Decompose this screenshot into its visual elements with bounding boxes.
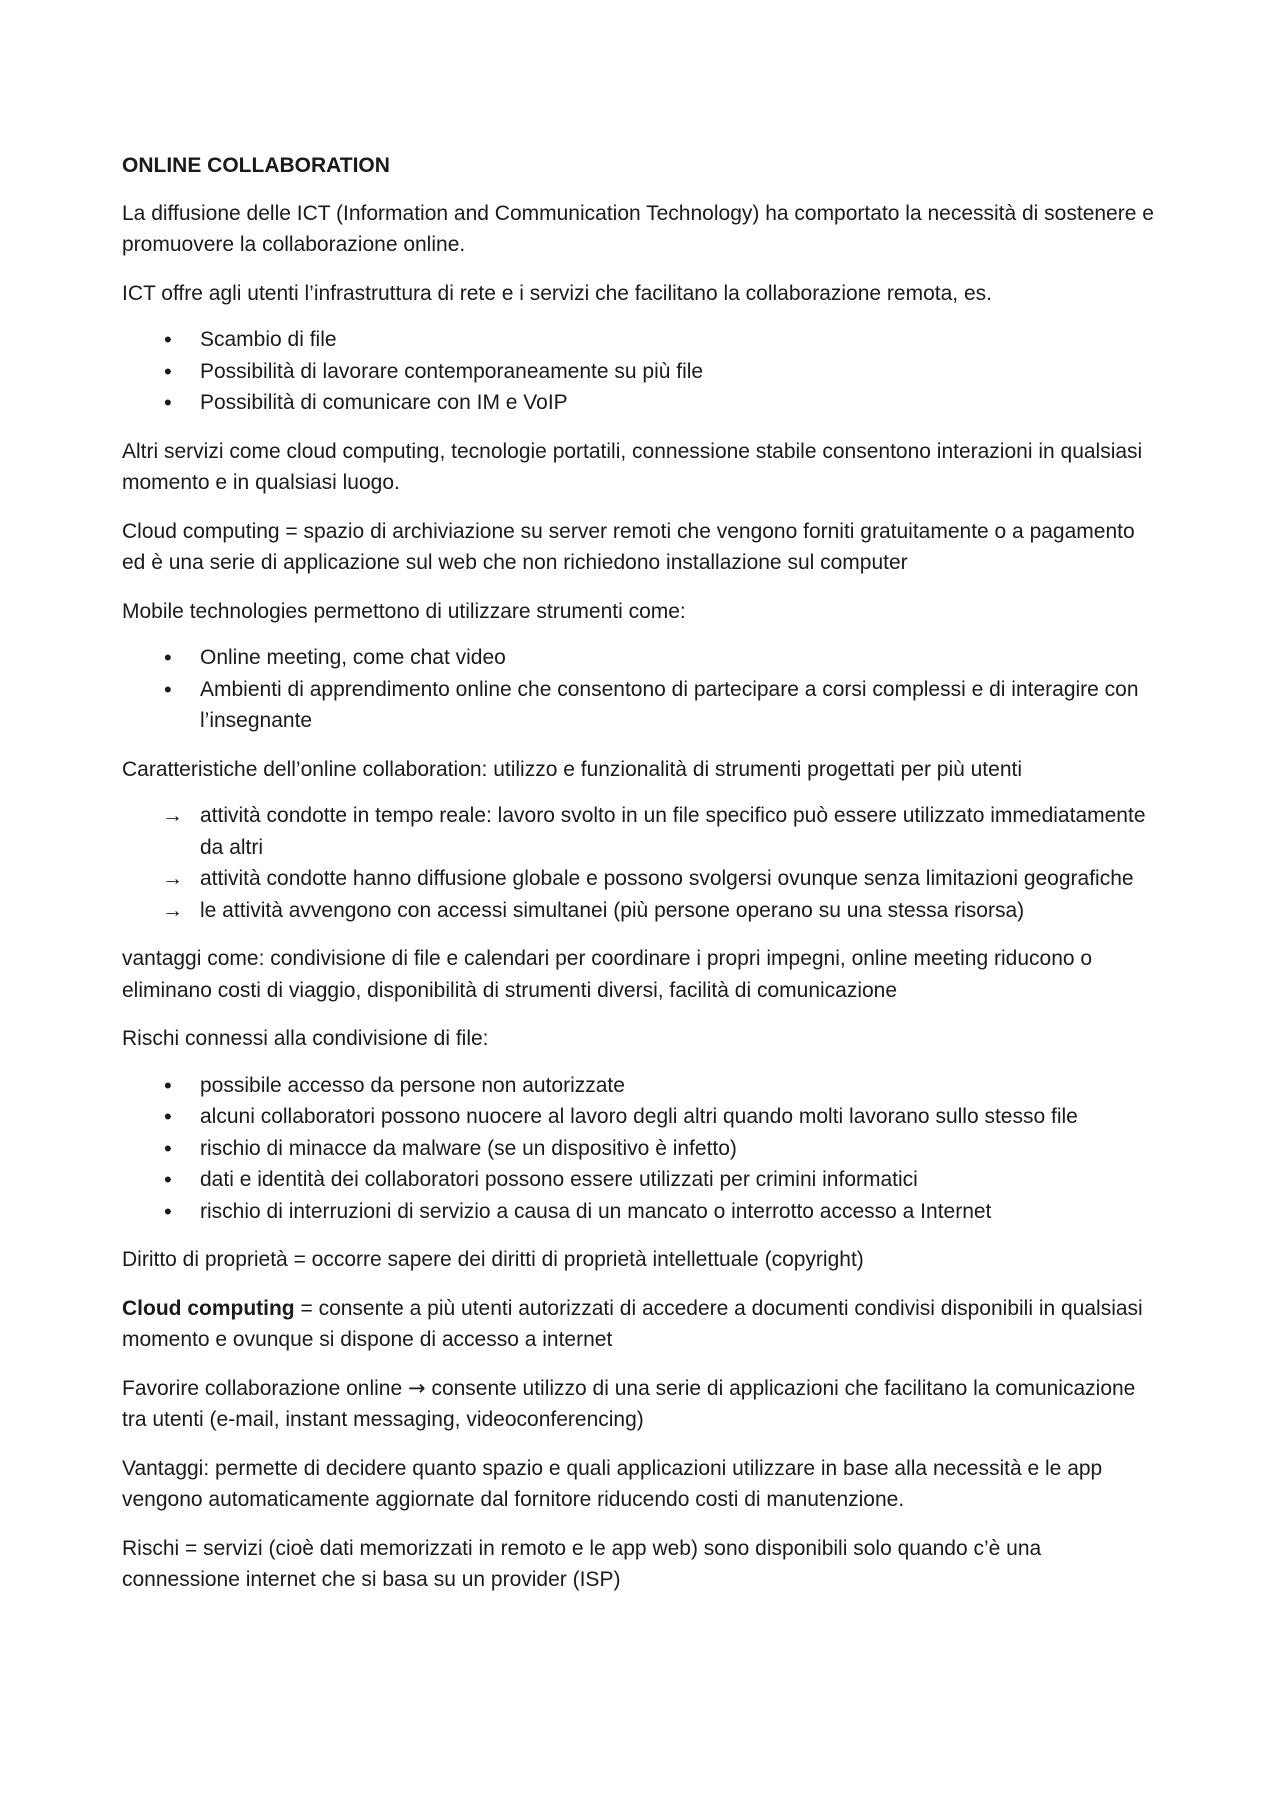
list-item: • possibile accesso da persone non autorizzate	[122, 1070, 1162, 1102]
list-item: • Ambienti di apprendimento online che consentono di partecipare a corsi complessi e di interagire con l’insegnante	[122, 674, 1162, 737]
paragraph-ict-diffusion: La diffusione delle ICT (Information and Communication Technology) ha comportato la necessità di sostenere e promuovere la collaborazione online.	[122, 201, 1154, 256]
list-item: → attività condotte in tempo reale: lavoro svolto in un file specifico può essere utilizzato immediatamente da altri	[122, 800, 1162, 863]
list-item: • rischio di interruzioni di servizio a causa di un mancato o interrotto accesso a Internet	[122, 1196, 1162, 1228]
paragraph-other-services: Altri servizi come cloud computing, tecnologie portatili, connessione stabile consentono interazioni in qualsiasi momento e in qualsiasi luogo.	[122, 439, 1143, 494]
paragraph-property-rights: Diritto di proprietà = occorre sapere dei diritti di proprietà intellettuale (copyright)	[122, 1248, 864, 1271]
arrow-right-icon: →	[408, 1375, 426, 1400]
paragraph-cloud-advantages: Vantaggi: permette di decidere quanto spazio e quali applicazioni utilizzare in base alla necessità e le app vengono automaticamente aggiornate dal fornitore riducendo costi di manutenzione.	[122, 1456, 1103, 1511]
list-item: • rischio di minacce da malware (se un dispositivo è infetto)	[122, 1133, 1162, 1165]
list-risks	[122, 1070, 1162, 1228]
list-item: → le attività avvengono con accessi simultanei (più persone operano su una stessa risorsa)	[122, 895, 1162, 927]
list-item: • Online meeting, come chat video	[122, 642, 1162, 674]
list-ict-services	[122, 324, 1162, 419]
list-item: • Scambio di file	[122, 324, 1162, 356]
paragraph-cloud-computing-access	[122, 1293, 1162, 1356]
list-item: • Possibilità di lavorare contemporaneamente su più file	[122, 356, 1162, 388]
paragraph-cloud-risks: Rischi = servizi (cioè dati memorizzati in remoto e le app web) sono disponibili solo quando c’è una connessione internet che si basa su un provider (ISP)	[122, 1536, 1042, 1591]
paragraph-text: Favorire collaborazione online	[122, 1376, 408, 1400]
paragraph-ict-services: ICT offre agli utenti l’infrastruttura di rete e i servizi che facilitano la collaborazione remota, es.	[122, 281, 992, 305]
paragraph-risks-heading: Rischi connessi alla condivisione di file:	[122, 1027, 489, 1050]
paragraph-advantages: vantaggi come: condivisione di file e calendari per coordinare i propri impegni, online meeting riducono o eliminano costi di viaggio, disponibilità di strumenti diversi, facilità di comunicazione	[122, 947, 1093, 1002]
list-characteristics	[122, 800, 1162, 926]
paragraph-characteristics: Caratteristiche dell’online collaboration: utilizzo e funzionalità di strumenti progettati per più utenti	[122, 757, 1022, 781]
document-title: ONLINE COLLABORATION	[122, 154, 390, 177]
list-mobile-tools	[122, 642, 1162, 737]
list-item: • alcuni collaboratori possono nuocere al lavoro degli altri quando molti lavorano sullo stesso file	[122, 1101, 1162, 1133]
list-item: • Possibilità di comunicare con IM e VoIP	[122, 387, 1162, 419]
paragraph-cloud-computing-definition: Cloud computing = spazio di archiviazione su server remoti che vengono forniti gratuitamente o a pagamento ed è una serie di applicazione sul web che non richiedono installazione sul computer	[122, 519, 1135, 574]
bold-term: Cloud computing	[122, 1296, 295, 1320]
paragraph-favor-collaboration	[122, 1373, 1162, 1436]
list-item: → attività condotte hanno diffusione globale e possono svolgersi ovunque senza limitazioni geografiche	[122, 863, 1162, 895]
paragraph-text: consente utilizzo di una serie di applicazioni che facilitano la comunicazione tra utenti (e-mail, instant messaging, videoconferencing)	[122, 1376, 1136, 1431]
list-item: • dati e identità dei collaboratori possono essere utilizzati per crimini informatici	[122, 1164, 1162, 1196]
paragraph-text: = consente a più utenti autorizzati di accedere a documenti condivisi disponibili in qualsiasi momento e ovunque si dispone di accesso a internet	[122, 1296, 1143, 1351]
paragraph-mobile-technologies: Mobile technologies permettono di utilizzare strumenti come:	[122, 599, 686, 623]
document-page	[122, 150, 1162, 1613]
